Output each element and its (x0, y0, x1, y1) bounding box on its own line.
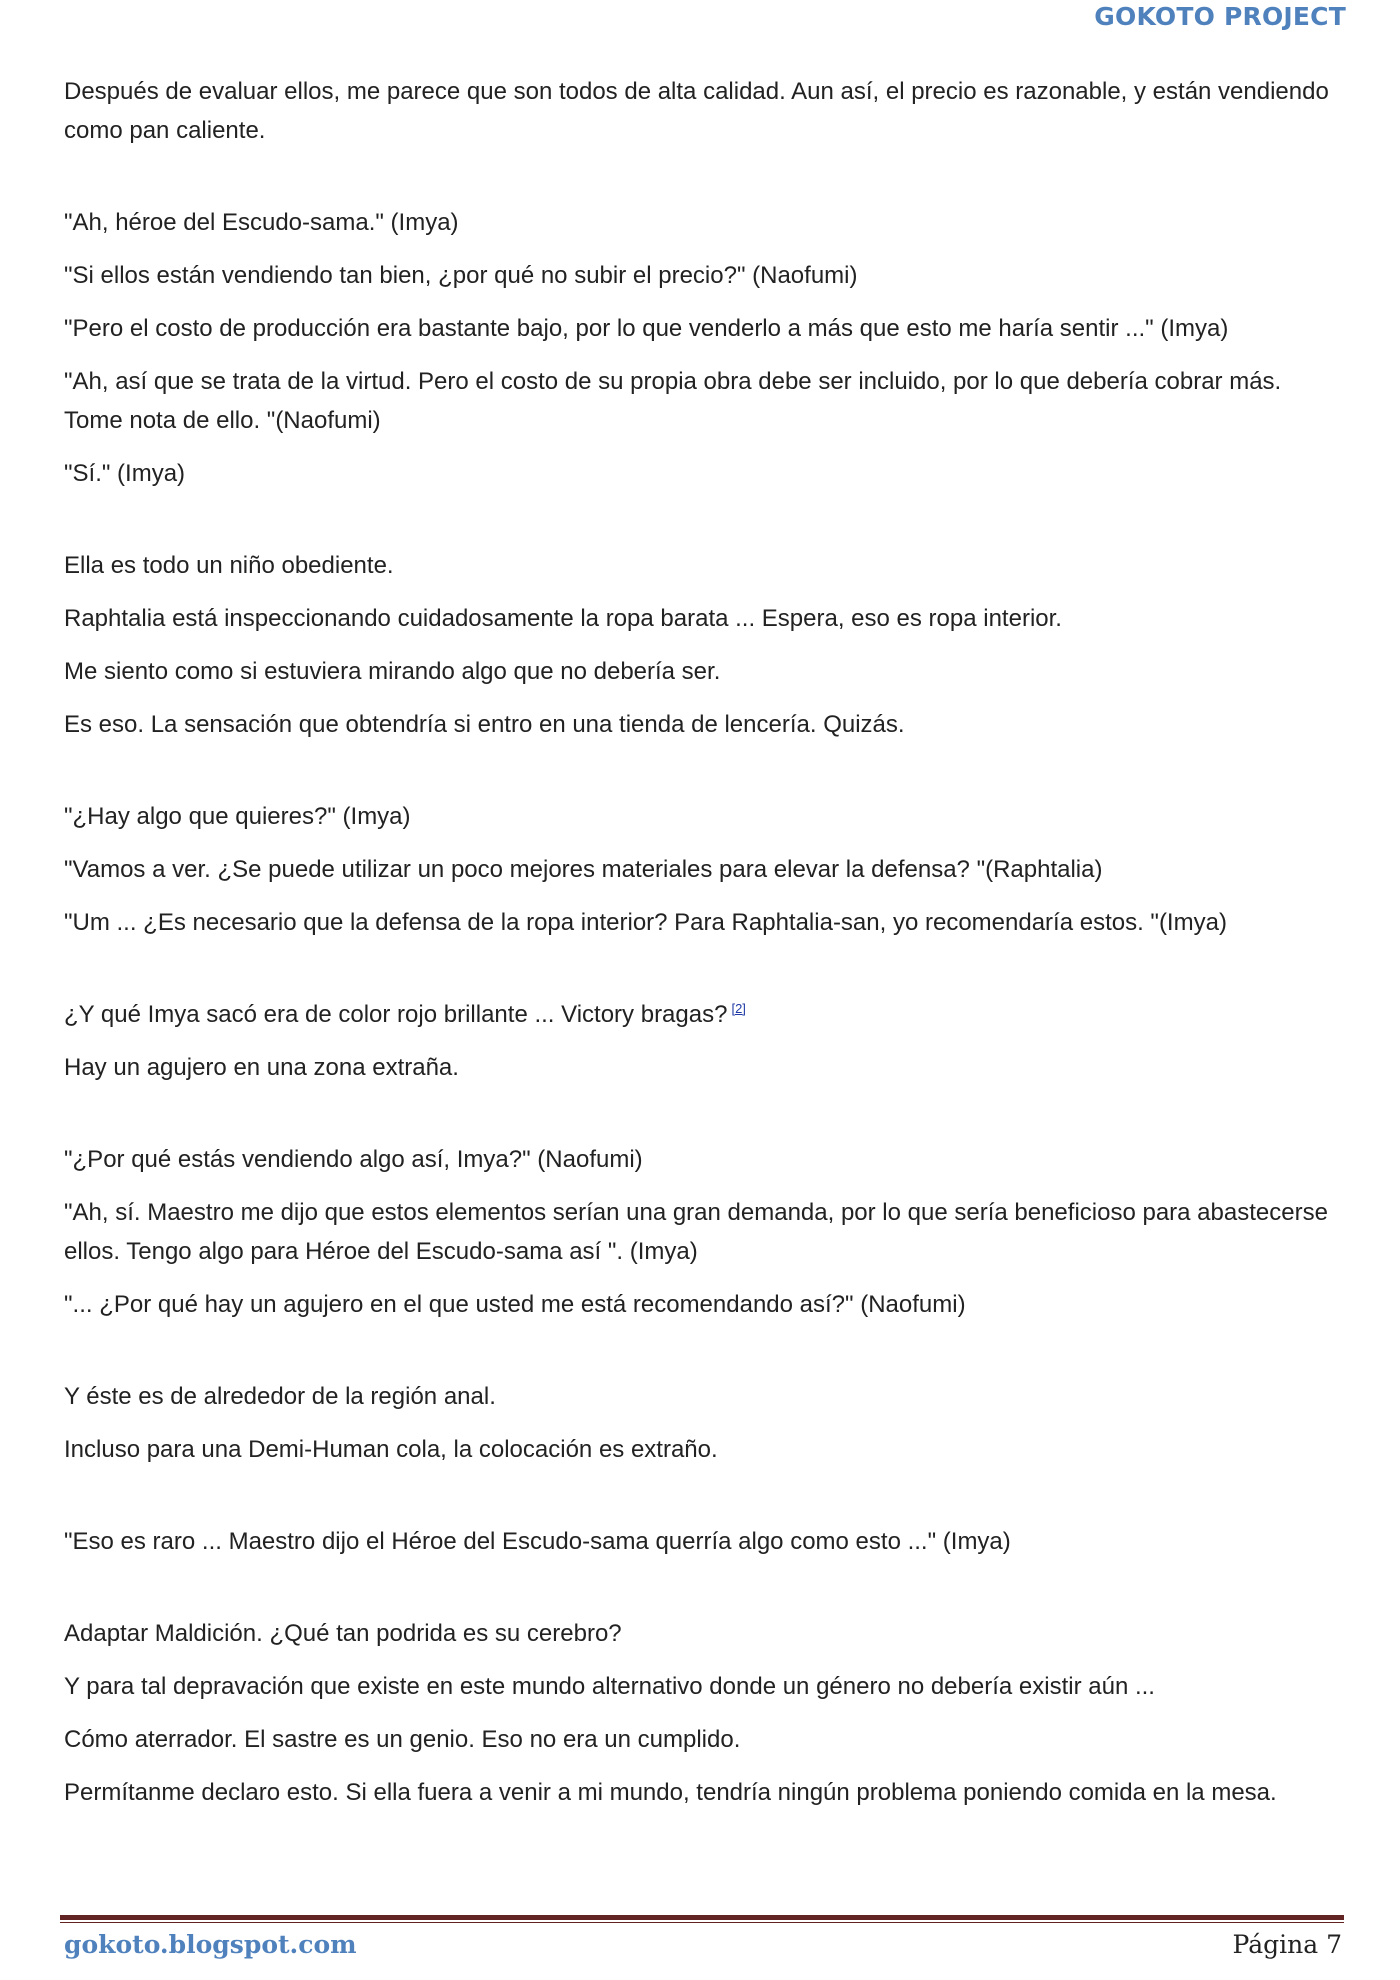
footer-divider-thin (60, 1922, 1344, 1923)
paragraph (64, 599, 1334, 638)
paragraph-text: "Eso es raro ... Maestro dijo el Héroe del Escudo-sama querría algo como esto ..." (Imya) (64, 1528, 1011, 1555)
paragraph-text: Es eso. La sensación que obtendría si entro en una tienda de lencería. Quizás. (64, 711, 905, 738)
paragraph (64, 1140, 1334, 1179)
footer-divider (60, 1915, 1344, 1920)
paragraph-text: Adaptar Maldición. ¿Qué tan podrida es su cerebro? (64, 1620, 622, 1647)
paragraph-text: Y éste es de alrededor de la región anal. (64, 1383, 496, 1410)
paragraph (64, 1285, 1334, 1324)
paragraph-text: "Um ... ¿Es necesario que la defensa de la ropa interior? Para Raphtalia-san, yo recomendaría estos. "(Imya) (64, 909, 1227, 936)
paragraph-text: "¿Hay algo que quieres?" (Imya) (64, 803, 411, 830)
paragraph (64, 1667, 1334, 1706)
paragraph-text: Me siento como si estuviera mirando algo que no debería ser. (64, 658, 721, 685)
paragraph (64, 454, 1334, 493)
page-number: Página 7 (1232, 1930, 1342, 1959)
paragraph (64, 309, 1334, 348)
paragraph (64, 797, 1334, 836)
paragraph (64, 850, 1334, 889)
paragraph (64, 362, 1334, 440)
paragraph (64, 652, 1334, 691)
paragraph (64, 1720, 1334, 1759)
paragraph-text: "Pero el costo de producción era bastante bajo, por lo que venderlo a más que esto me haría sentir ..." (Imya) (64, 315, 1229, 342)
paragraph-text: "Sí." (Imya) (64, 460, 186, 487)
paragraph-text: Y para tal depravación que existe en este mundo alternativo donde un género no debería existir aún ... (64, 1673, 1155, 1700)
paragraph-text: Hay un agujero en una zona extraña. (64, 1054, 459, 1081)
paragraph (64, 1522, 1334, 1561)
paragraph-text: Raphtalia está inspeccionando cuidadosamente la ropa barata ... Espera, eso es ropa interior. (64, 605, 1062, 632)
footnote-reference-link[interactable]: [2] (731, 1001, 746, 1016)
footer-site-link[interactable]: gokoto.blogspot.com (64, 1930, 357, 1959)
paragraph (64, 1614, 1334, 1653)
paragraph-text: Después de evaluar ellos, me parece que son todos de alta calidad. Aun así, el precio es razonable, y están vendiendo como pan caliente. (64, 78, 1329, 144)
paragraph-text: Incluso para una Demi-Human cola, la colocación es extraño. (64, 1436, 718, 1463)
paragraph (64, 1193, 1334, 1271)
paragraph (64, 1430, 1334, 1469)
paragraph-text: "Ah, héroe del Escudo-sama." (Imya) (64, 209, 459, 236)
paragraph-text: Cómo aterrador. El sastre es un genio. Eso no era un cumplido. (64, 1726, 741, 1753)
paragraph (64, 1773, 1334, 1812)
paragraph (64, 1048, 1334, 1087)
paragraph (64, 903, 1334, 942)
paragraph (64, 1377, 1334, 1416)
document-body (64, 72, 1334, 1826)
paragraph (64, 256, 1334, 295)
paragraph-text: "Ah, sí. Maestro me dijo que estos elementos serían una gran demanda, por lo que sería beneficioso para abastecerse ellos. Tengo algo para Héroe del Escudo-sama así ". (Imya) (64, 1199, 1328, 1265)
paragraph (64, 72, 1334, 150)
paragraph-text: "... ¿Por qué hay un agujero en el que usted me está recomendando así?" (Naofumi) (64, 1291, 966, 1318)
paragraph-text: ¿Y qué Imya sacó era de color rojo brillante ... Victory bragas? (64, 1001, 728, 1028)
paragraph-text: "¿Por qué estás vendiendo algo así, Imya?" (Naofumi) (64, 1146, 643, 1173)
header-brand: GOKOTO PROJECT (1094, 2, 1346, 31)
paragraph (64, 203, 1334, 242)
paragraph-text: "Ah, así que se trata de la virtud. Pero el costo de su propia obra debe ser incluido, por lo que debería cobrar más. Tome nota de ello. "(Naofumi) (64, 368, 1282, 434)
paragraph-text: Ella es todo un niño obediente. (64, 552, 394, 579)
paragraph (64, 995, 1334, 1034)
paragraph-text: "Si ellos están vendiendo tan bien, ¿por qué no subir el precio?" (Naofumi) (64, 262, 858, 289)
paragraph-text: Permítanme declaro esto. Si ella fuera a venir a mi mundo, tendría ningún problema poniendo comida en la mesa. (64, 1779, 1277, 1806)
paragraph (64, 546, 1334, 585)
paragraph-text: "Vamos a ver. ¿Se puede utilizar un poco mejores materiales para elevar la defensa? "(Raphtalia) (64, 856, 1103, 883)
paragraph (64, 705, 1334, 744)
